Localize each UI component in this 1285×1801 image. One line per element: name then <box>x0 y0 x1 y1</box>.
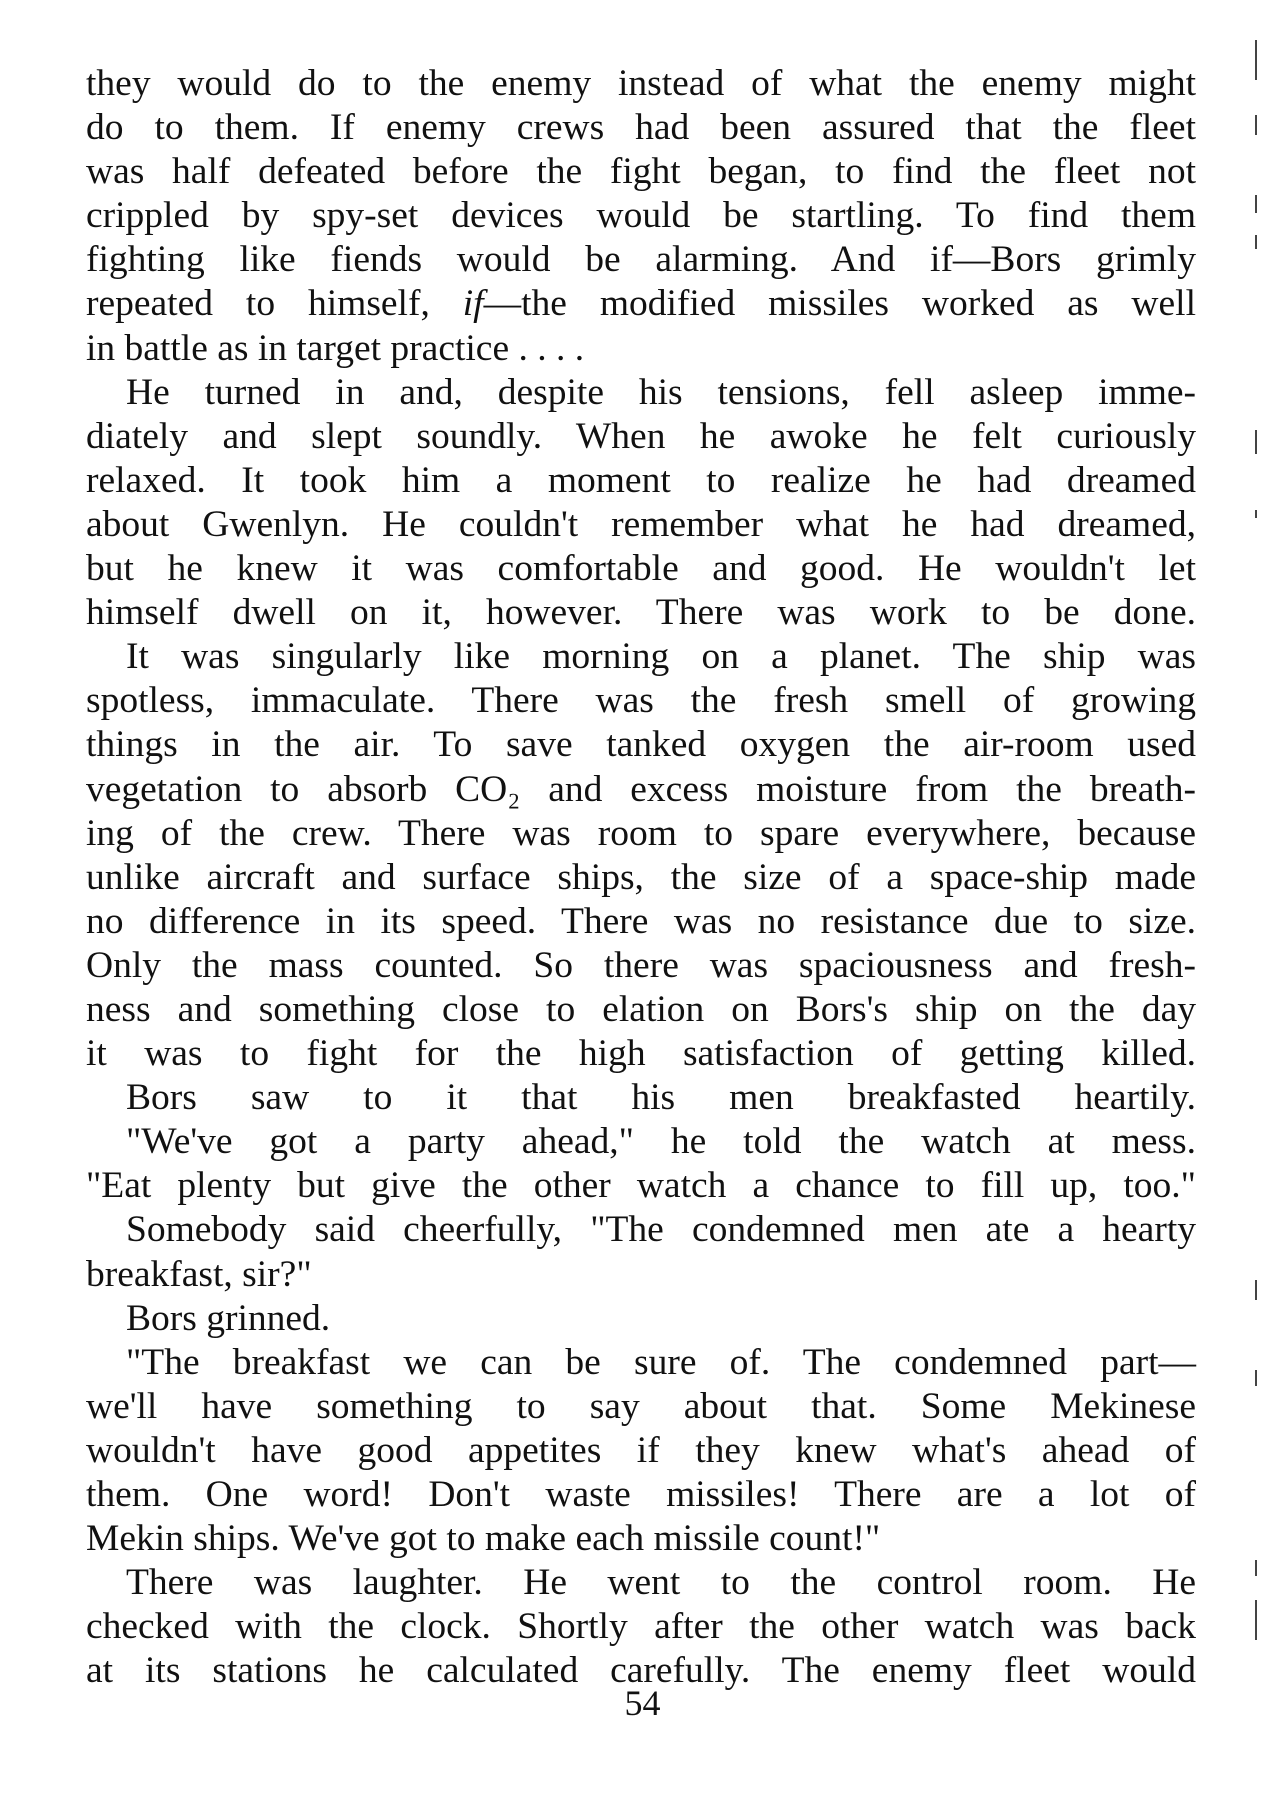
text-line: "Eat plenty but give the other watch a chance to fill up, too." <box>86 1165 1196 1207</box>
text-line: relaxed. It took him a moment to realize he had dreamed <box>86 459 1196 501</box>
text-line: checked with the clock. Shortly after the other watch was back <box>86 1606 1196 1648</box>
text-line: do to them. If enemy crews had been assured that the fleet <box>86 107 1196 149</box>
text-line: them. One word! Don't waste missiles! There are a lot of <box>86 1474 1196 1515</box>
text-line: breakfast, sir?" <box>86 1253 312 1295</box>
text-line: at its stations he calculated carefully. The enemy fleet would <box>86 1650 1196 1692</box>
text-line: Bors grinned. <box>126 1297 331 1339</box>
text-line: Only the mass counted. So there was spaciousness and fresh- <box>86 944 1196 986</box>
text-line: diately and slept soundly. When he awoke he felt curiously <box>86 415 1196 457</box>
text-line: in battle as in target practice . . . . <box>86 327 585 369</box>
text-line: crippled by spy-set devices would be startling. To find them <box>86 195 1196 237</box>
text-line: wouldn't have good appetites if they knew what's ahead of <box>86 1429 1196 1471</box>
scan-edge-marks <box>1253 40 1259 1760</box>
text-line: we'll have something to say about that. Some Mekinese <box>86 1385 1196 1427</box>
text-line: ness and something close to elation on Bors's ship on the day <box>86 988 1196 1030</box>
text-line: repeated to himself, if—the modified missiles worked as well <box>86 283 1196 325</box>
text-line: was half defeated before the fight began, to find the fleet not <box>86 151 1196 193</box>
body-text <box>86 62 1196 1693</box>
text-line: There was laughter. He went to the control room. He <box>126 1562 1196 1604</box>
text-line: unlike aircraft and surface ships, the size of a space-ship made <box>86 856 1196 898</box>
text-line: It was singularly like morning on a planet. The ship was <box>126 636 1196 678</box>
text-line: Somebody said cheerfully, "The condemned men ate a hearty <box>126 1209 1196 1251</box>
text-line: vegetation to absorb CO₂ and excess moisture from the breath- <box>86 768 1196 810</box>
text-line: fighting like fiends would be alarming. And if—Bors grimly <box>86 239 1196 281</box>
text-line: spotless, immaculate. There was the fresh smell of growing <box>86 680 1196 722</box>
text-line: ing of the crew. There was room to spare everywhere, because <box>86 812 1196 854</box>
page-number: 54 <box>624 1683 661 1723</box>
text-line: about Gwenlyn. He couldn't remember what he had dreamed, <box>86 503 1196 545</box>
text-line: himself dwell on it, however. There was work to be done. <box>86 592 1196 634</box>
text-line: they would do to the enemy instead of what the enemy might <box>86 63 1196 104</box>
text-line: but he knew it was comfortable and good. He wouldn't let <box>86 548 1196 590</box>
text-line: it was to fight for the high satisfaction of getting killed. <box>86 1033 1196 1075</box>
text-line: "The breakfast we can be sure of. The condemned part— <box>126 1341 1196 1383</box>
text-line: no difference in its speed. There was no resistance due to size. <box>86 900 1196 942</box>
text-line: Mekin ships. We've got to make each missile count!" <box>86 1518 881 1560</box>
text-line: Bors saw to it that his men breakfasted heartily. <box>126 1077 1196 1119</box>
text-line: He turned in and, despite his tensions, fell asleep imme- <box>126 371 1196 413</box>
text-line: "We've got a party ahead," he told the watch at mess. <box>126 1121 1196 1163</box>
text-line: things in the air. To save tanked oxygen the air-room used <box>86 724 1196 766</box>
